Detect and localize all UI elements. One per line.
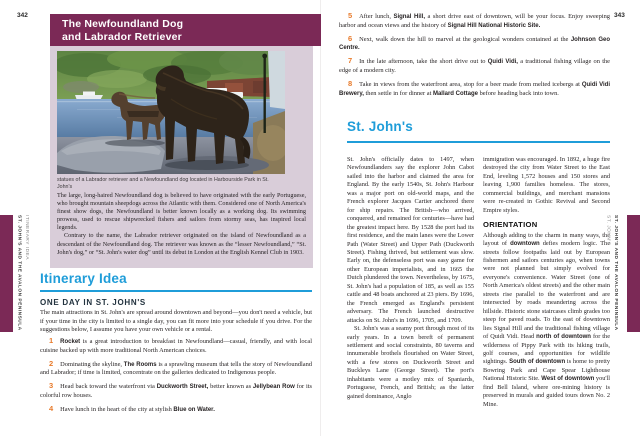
feature-box (50, 46, 313, 268)
page-number-left: 342 (17, 12, 28, 19)
right-tab-chapter-label: ST. JOHN'S AND THE AVALON PENINSULA (613, 215, 618, 331)
orientation-heading: ORIENTATION (483, 220, 538, 230)
orientation-paragraph: Although adding to the charm in many ways, the layout of downtown defies modern logic. The streets follow footpaths laid out by European fishermen and sailors centuries ago, when towns were not planned but simply evolved for everyone's convenience. Water Street (one of North America's oldest streets) and the other main streets rise parallel to the waterfront and are intersected by roads meandering across the hillside. Historic stone staircases climb grades too steep for paved roads. To the east of downtown lies Signal Hill and the traditional fishing village of Quidi Vidi. Head north of downtown for the wilderness of Pippy Park with its hiking trails, golf courses, and opportunities for wildlife sightings. South of downtown is home to pretty Bowring Park and Cape Spear Lighthouse National Historic Site. West of downtown you'll find Bell Island, where ore-mining history is preserved in murals and guided tours down No. 2 Mine. (483, 231, 610, 408)
item-number: 8 (348, 79, 353, 89)
right-tab-section-label: ST. JOHN'S (605, 215, 611, 246)
item-text: Take in views from the waterfront area, stop for a beer made from melted icebergs at Quidi Vidi Brewery, then settle in for dinner at Mallard Cottage before heading back into town. (339, 81, 610, 97)
lamppost (264, 57, 266, 133)
itinerary-item (339, 12, 610, 30)
item-text: Have lunch in the heart of the city at stylish Blue on Water. (60, 406, 215, 414)
itinerary-item (40, 405, 312, 415)
itinerary-item (339, 57, 610, 75)
page-gutter-divider (320, 0, 321, 436)
left-tab-chapter-label: ST. JOHN'S AND THE AVALON PENINSULA (16, 215, 22, 331)
photo-caption: statues of a Labrador retriever and a Newfoundland dog located in Harbourside Park in St. John's (57, 177, 269, 190)
dog-shadow (105, 140, 165, 147)
sunlit-corner (268, 51, 285, 109)
history-paragraph-2-continued: immigration was encouraged. In 1892, a huge fire destroyed the city from Water Street to the East End, leveling 1,572 houses and 150 stores and leaving 1,900 families homeless. The stores, commercial buildings, and merchant mansions were re-created in Gothic Revival and Second Empire styles. (483, 156, 610, 214)
feature-title-line2: and Labrador Retriever (62, 30, 182, 43)
right-tab-text (604, 215, 619, 415)
item-text: Dominating the skyline, The Rooms is a sprawling museum that tells the story of Newfoundland and Labrador; if time is limited, concentrate on the galleries dedicated to Indigenous people. (40, 360, 313, 377)
item-number: 2 (49, 358, 54, 368)
item-number: 6 (348, 33, 353, 43)
one-day-subheading: ONE DAY IN ST. JOHN'S (40, 298, 146, 307)
itinerary-items-5-8 (339, 12, 610, 103)
item-text: Head back toward the waterfront via Duckworth Street, better known as Jellybean Row for its colorful row houses. (40, 383, 313, 399)
stjohns-column-1 (347, 156, 474, 401)
history-paragraph-1: St. John's officially dates to 1497, when Newfoundlanders say the explorer John Cabot sailed into the harbor and claimed the area for England. By the early 1540s, St. John's Harbour was a major port on old-world maps, and the French explorer Jacques Cartier anchored there for ship repairs. The British—who arrived, conquered, and remained for centuries—have had the greatest impact here. By 1528 the port had its first residence, and the main lanes were the Lower Path (Water Street) and Upper Path (Duckworth Street). Fishing thrived, but settlement was slow. Early on, the defenseless port was easy game for other European imperialists, and in 1665 the Dutch plundered the town. Nevertheless, by 1675, St. John's had a population of 185, as well as 155 cattle and 48 boats anchored at 23 piers. By 1696, the French emerged as England's persistent adversary. The French launched destructive attacks on St. John's in 1696, 1705, and 1709. (347, 156, 474, 324)
item-text: After lunch, Signal Hill, a short drive east of downtown, will be your focus. Enjoy sweeping harbor and ocean views and the history of Signal Hill National Historic Site. (339, 13, 611, 29)
itinerary-item (40, 337, 312, 355)
right-chapter-tab (627, 215, 640, 332)
item-number: 3 (49, 381, 54, 391)
left-tab-text (15, 215, 30, 415)
itinerary-items-1-4 (40, 337, 312, 419)
itinerary-item (40, 360, 312, 378)
left-tab-section-label: ITINERARY IDEA (24, 215, 29, 260)
item-number: 5 (348, 11, 353, 20)
itinerary-section-title: Itinerary Idea (40, 271, 127, 286)
itinerary-rule (40, 290, 312, 292)
feature-box-title (62, 18, 321, 43)
feature-paragraph-2: Contrary to the name, the Labrador retriever originated on the island of Newfoundland as a descendant of the Newfoundland dog. The retriever was known as the “lesser Newfoundland,” “St. John's dog,” or “St. John's water dog” until its debut in London at the English Kennel Club in 1903. (57, 232, 306, 256)
stjohns-rule (347, 141, 610, 143)
itinerary-item (339, 80, 610, 98)
feature-box-header (50, 14, 321, 46)
feature-paragraph-1: The large, long-haired Newfoundland dog is believed to have originated with the early Portuguese, who brought mountain sheepdogs across the Atlantic with them. Considered one of North America's finest show dogs, the Newfoundland is better known locally as a working dog. Its swimming prowess, used to rescue shipwrecked fishers and sailors from stormy seas, has inspired local legends. (57, 192, 306, 232)
item-text: Next, walk down the hill to marvel at the geological wonders contained at the Johnson Geo Centre. (339, 35, 610, 52)
feature-title-line1: The Newfoundland Dog (62, 18, 184, 30)
item-number: 4 (49, 404, 54, 414)
stjohns-section-title: St. John's (347, 119, 413, 134)
item-number: 7 (348, 56, 353, 66)
history-paragraph-2: St. John's was a seamy port through most of its early years. In a town bereft of permanent settlement and social constraints, 80 taverns and innumerable brothels flourished on Water Street, with a few stores on Duckworth Street and Buckleys Lane (George Street). The port's inhabitants were a motley mix of Spaniards, Portuguese, French, and British; as the latter gained dominance, Anglo (347, 325, 474, 400)
feature-box-text (57, 192, 306, 257)
itinerary-intro: The main attractions in St. John's are spread around downtown and beyond—you don't need a vehicle, but if your time in the city is limited to a single day, you can fit more into your schedule if you drive. For the suggestions below, I assume you have your own vehicle or a rental. (40, 309, 312, 334)
dog-shadow (165, 160, 249, 170)
item-number: 1 (49, 336, 54, 345)
itinerary-item (40, 382, 312, 400)
item-text: In the late afternoon, take the short drive out to Quidi Vidi, a traditional fishing village on the edge of a modern city. (339, 58, 611, 74)
left-chapter-tab (0, 215, 13, 332)
dog-statues-photo (57, 51, 285, 174)
stjohns-column-2 (483, 156, 610, 409)
page-number-right: 343 (614, 12, 625, 19)
itinerary-item (339, 35, 610, 53)
item-text: Rocket is a great introduction to breakfast in Newfoundland—casual, friendly, and with local cuisine backed up with more traditional North American choices. (40, 338, 312, 354)
